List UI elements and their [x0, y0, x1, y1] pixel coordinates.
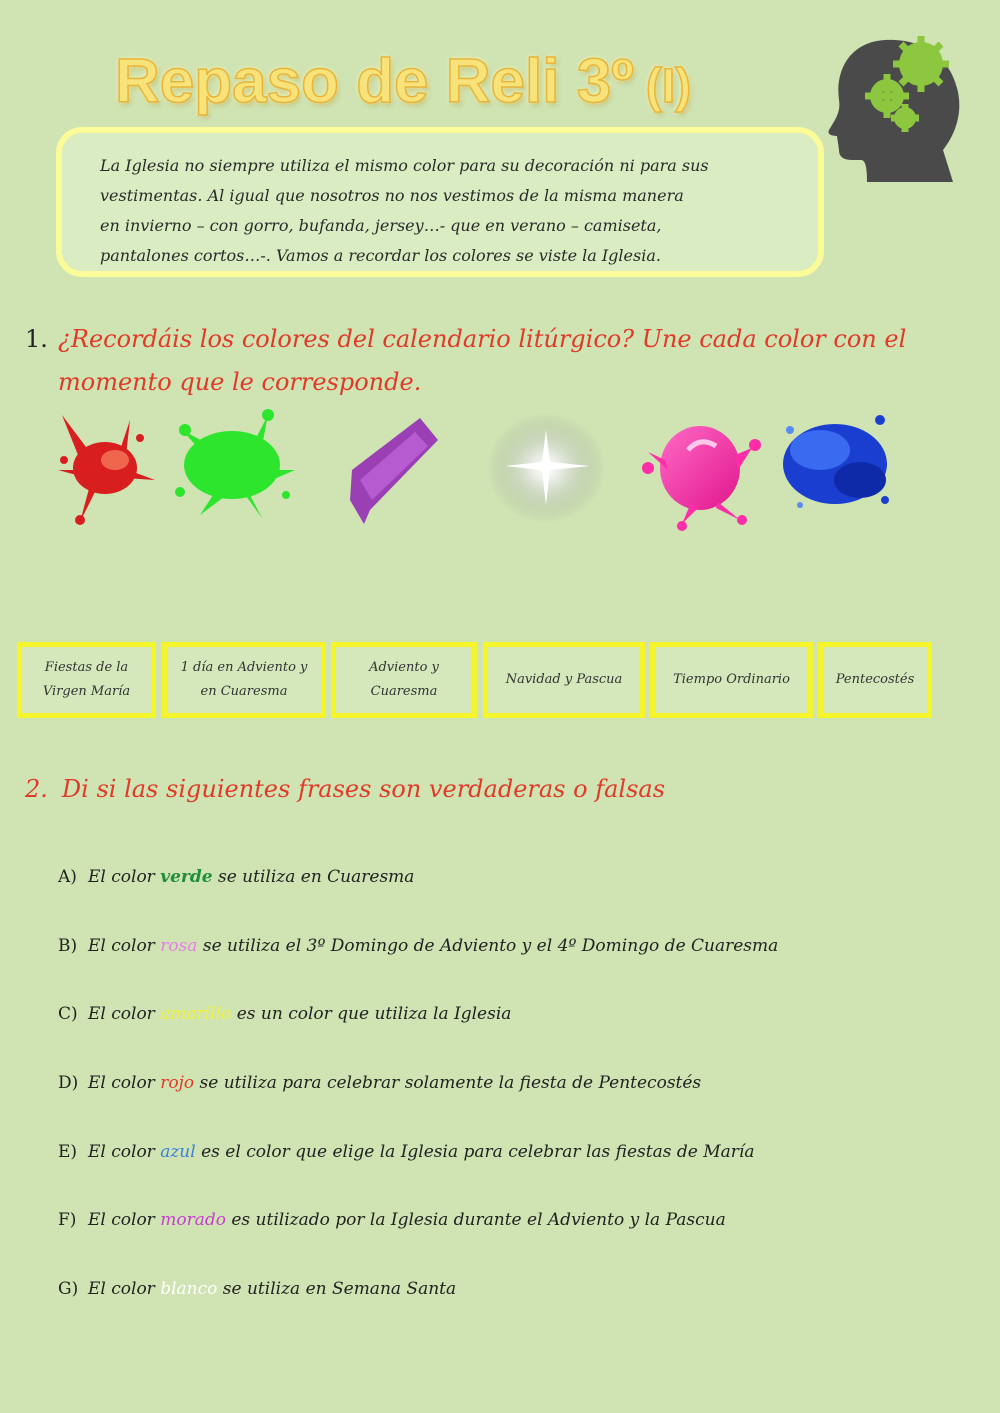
statement-a[interactable]: A) El color verde se utiliza en Cuaresma	[58, 867, 415, 887]
intro-line: vestimentas. Al igual que nosotros no nos vestimos de la misma manera	[100, 186, 684, 205]
moment-labels	[0, 642, 1000, 722]
intro-line: La Iglesia no siempre utiliza el mismo color para su decoración ni para sus	[100, 156, 709, 175]
statement-b[interactable]: B) El color rosa se utiliza el 3º Domingo de Adviento y el 4º Domingo de Cuaresma	[58, 936, 779, 956]
color-word: blanco	[160, 1279, 218, 1299]
label-box[interactable]: Navidad y Pascua	[483, 642, 645, 718]
statement-g[interactable]: G) El color blanco se utiliza en Semana Santa	[58, 1279, 457, 1299]
color-word: azul	[160, 1142, 196, 1162]
color-splats	[0, 400, 1000, 540]
label-box[interactable]: Adviento y Cuaresma	[331, 642, 477, 718]
color-word: rojo	[160, 1073, 195, 1093]
statement-f[interactable]: F) El color morado es utilizado por la Iglesia durante el Adviento y la Pascua	[58, 1210, 726, 1230]
title-text: Repaso de Reli 3º	[115, 47, 634, 116]
question-2-text: Di si las siguientes frases son verdaderas o falsas	[61, 775, 666, 803]
intro-line: en invierno – con gorro, bufanda, jersey…- que en verano – camiseta,	[100, 216, 662, 235]
intro-line: pantalones cortos…-. Vamos a recordar los colores se viste la Iglesia.	[100, 246, 661, 265]
label-box[interactable]: Fiestas de la Virgen María	[17, 642, 156, 718]
question-2	[25, 768, 665, 811]
statement-e[interactable]: E) El color azul es el color que elige la Iglesia para celebrar las fiestas de María	[58, 1142, 755, 1162]
color-word: rosa	[160, 936, 198, 956]
question-1-text: ¿Recordáis los colores del calendario litúrgico? Une cada color con el momento que le corresponde.	[58, 325, 907, 396]
question-1-number: 1.	[25, 325, 48, 353]
statement-d[interactable]: D) El color rojo se utiliza para celebrar solamente la fiesta de Pentecostés	[58, 1073, 702, 1093]
white-light[interactable]	[487, 413, 605, 523]
green-splat[interactable]	[175, 409, 295, 518]
label-box[interactable]: Tiempo Ordinario	[650, 642, 813, 718]
color-word: amarillo	[160, 1004, 232, 1024]
question-1	[25, 318, 955, 404]
color-word: morado	[160, 1210, 226, 1230]
label-box[interactable]: 1 día en Adviento y en Cuaresma	[162, 642, 326, 718]
head-gears-icon	[825, 32, 960, 187]
title-suffix: (I)	[645, 60, 692, 113]
blue-splat[interactable]	[783, 415, 889, 508]
label-box[interactable]: Pentecostés	[818, 642, 932, 718]
page-title	[115, 42, 691, 127]
pink-splat[interactable]	[642, 426, 761, 531]
question-2-number: 2.	[25, 775, 48, 803]
purple-splat[interactable]	[350, 418, 438, 524]
red-splat[interactable]	[58, 415, 155, 525]
intro-box	[56, 127, 824, 277]
color-word: verde	[160, 867, 213, 887]
statement-c[interactable]: C) El color amarillo es un color que utiliza la Iglesia	[58, 1004, 512, 1024]
